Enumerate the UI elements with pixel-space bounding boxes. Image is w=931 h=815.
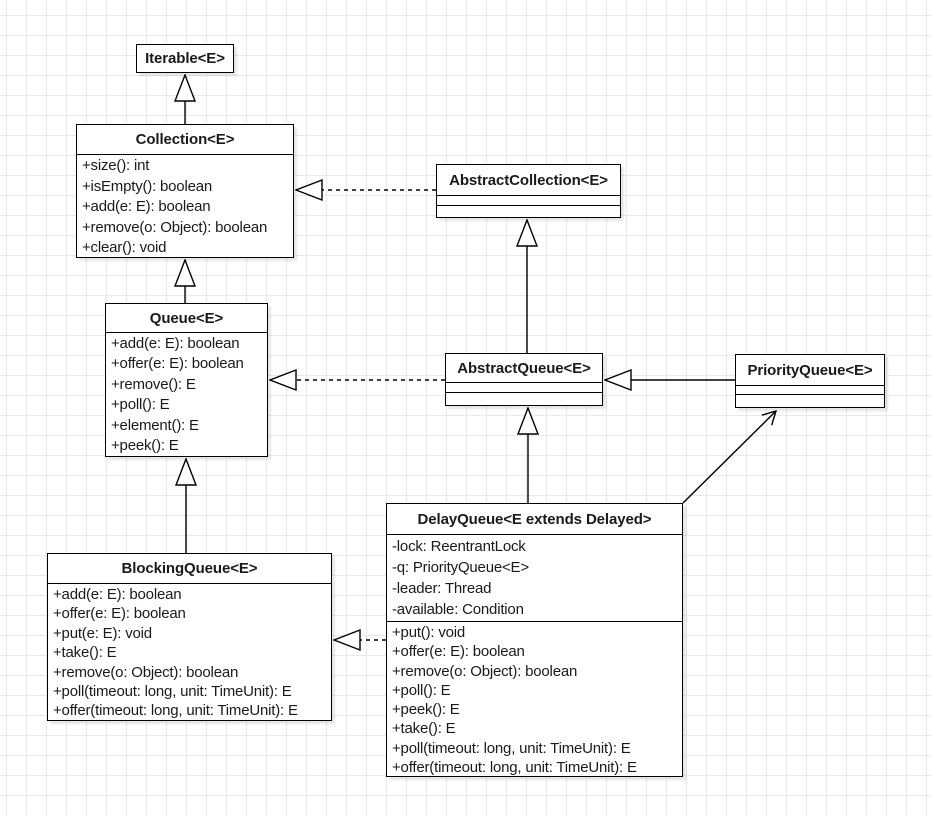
- member-line: +element(): E: [111, 416, 199, 434]
- member-line: +size(): int: [82, 157, 150, 174]
- member-line: +poll(timeout: long, unit: TimeUnit): E: [392, 739, 631, 757]
- class-queue-methods: [106, 333, 267, 456]
- class-blocking-queue-title: BlockingQueue<E>: [48, 554, 331, 584]
- class-collection-title: Collection<E>: [77, 125, 293, 155]
- class-abstract-queue-attributes-empty: [446, 383, 602, 392]
- class-priority-queue-attributes-empty: [736, 386, 884, 394]
- class-queue-title: Queue<E>: [106, 304, 267, 333]
- member-line: +remove(): E: [111, 375, 196, 393]
- edge-delayqueue-to-priorityqueue-association[interactable]: [683, 411, 776, 503]
- class-queue[interactable]: [105, 303, 268, 457]
- class-abstract-queue[interactable]: [445, 353, 603, 406]
- member-line: +isEmpty(): boolean: [82, 177, 213, 195]
- member-line: +poll(timeout: long, unit: TimeUnit): E: [53, 683, 292, 701]
- class-iterable[interactable]: [136, 44, 234, 73]
- member-line: +offer(e: E): boolean: [392, 643, 525, 661]
- class-delay-queue-attributes: [387, 535, 682, 622]
- class-delay-queue[interactable]: [386, 503, 683, 777]
- member-line: +clear(): void: [82, 239, 167, 256]
- class-abstract-queue-title: AbstractQueue<E>: [446, 354, 602, 383]
- class-priority-queue-title: PriorityQueue<E>: [736, 355, 884, 386]
- member-line: +offer(e: E): boolean: [111, 355, 244, 373]
- member-line: +take(): E: [53, 644, 117, 662]
- class-collection[interactable]: [76, 124, 294, 258]
- member-line: +remove(o: Object): boolean: [392, 662, 578, 680]
- class-priority-queue-methods-empty: [736, 394, 884, 407]
- class-abstract-collection-methods-empty: [437, 205, 620, 217]
- member-line: -lock: ReentrantLock: [392, 538, 526, 555]
- class-collection-methods: [77, 155, 293, 257]
- member-line: -available: Condition: [392, 601, 524, 618]
- member-line: +add(e: E): boolean: [53, 586, 182, 603]
- class-delay-queue-title: DelayQueue<E extends Delayed>: [387, 504, 682, 535]
- member-line: -leader: Thread: [392, 580, 492, 597]
- member-line: +put(): void: [392, 624, 466, 641]
- member-line: +offer(timeout: long, unit: TimeUnit): E: [392, 759, 637, 776]
- class-delay-queue-methods: [387, 622, 682, 776]
- member-line: +take(): E: [392, 720, 456, 738]
- member-line: +peek(): E: [111, 437, 179, 455]
- class-priority-queue[interactable]: [735, 354, 885, 408]
- member-line: +poll(): E: [111, 396, 170, 414]
- member-line: +remove(o: Object): boolean: [53, 663, 239, 681]
- class-abstract-queue-methods-empty: [446, 392, 602, 405]
- class-abstract-collection[interactable]: [436, 164, 621, 218]
- class-abstract-collection-attributes-empty: [437, 196, 620, 205]
- member-line: -q: PriorityQueue<E>: [392, 559, 529, 576]
- member-line: +poll(): E: [392, 681, 451, 699]
- member-line: +peek(): E: [392, 701, 460, 719]
- member-line: +offer(timeout: long, unit: TimeUnit): E: [53, 702, 298, 720]
- class-blocking-queue[interactable]: [47, 553, 332, 721]
- class-iterable-title: Iterable<E>: [145, 50, 225, 67]
- member-line: +offer(e: E): boolean: [53, 605, 186, 623]
- member-line: +remove(o: Object): boolean: [82, 218, 268, 236]
- class-blocking-queue-methods: [48, 584, 331, 720]
- member-line: +add(e: E): boolean: [82, 198, 211, 215]
- member-line: +put(e: E): void: [53, 624, 152, 642]
- member-line: +add(e: E): boolean: [111, 335, 240, 352]
- class-abstract-collection-title: AbstractCollection<E>: [437, 165, 620, 196]
